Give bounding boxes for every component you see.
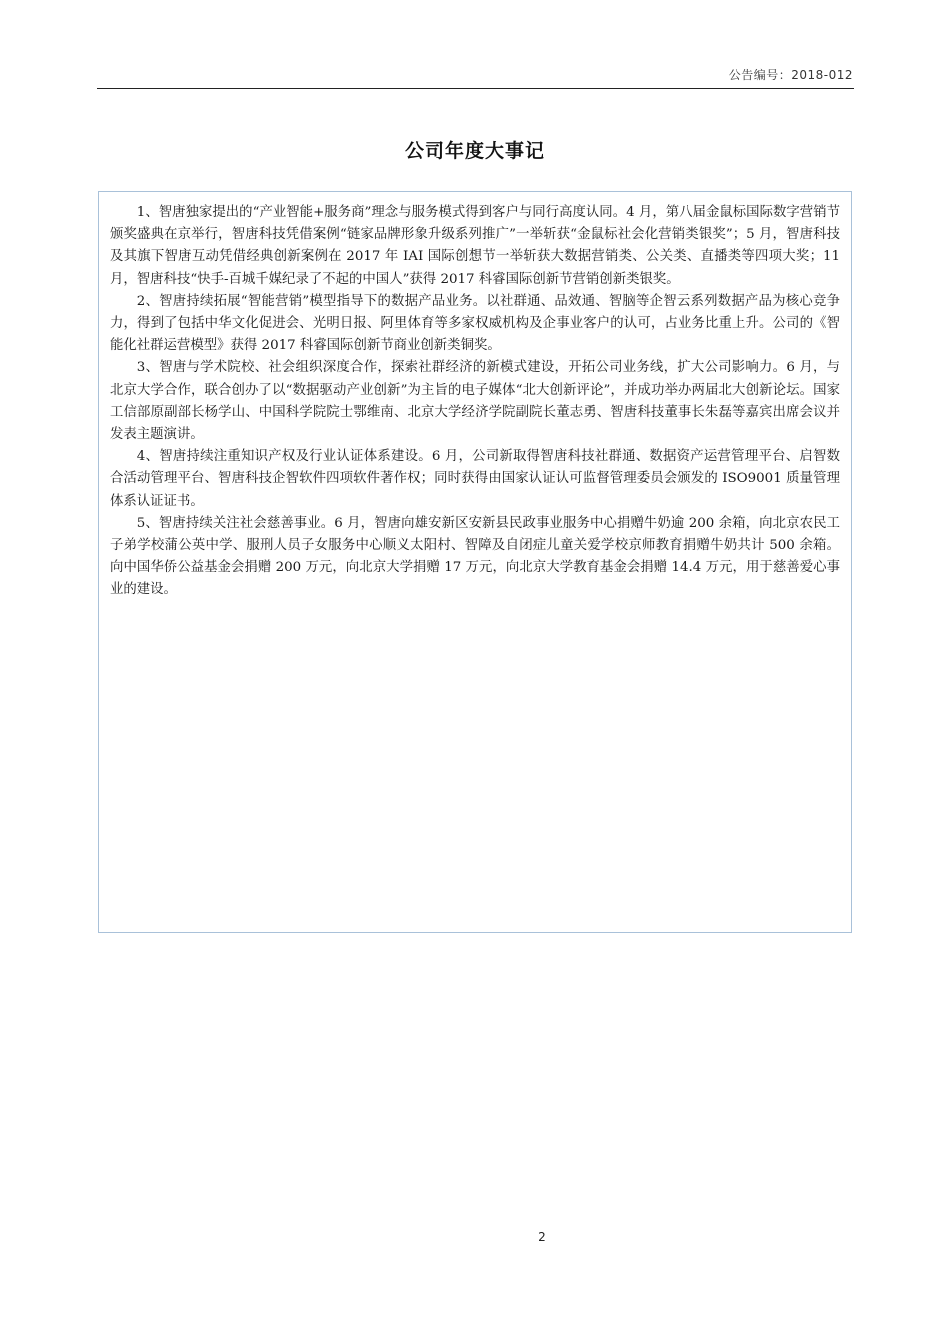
event-paragraph-5: 5、智唐持续关注社会慈善事业。6 月，智唐向雄安新区安新县民政事业服务中心捐赠牛奶逾 200 余箱，向北京农民工子弟学校蒲公英中学、服刑人员子女服务中心顺义太阳村、智障及自闭症儿童关爱学校京师教育捐赠牛奶共计 500 余箱。向中国华侨公益基金会捐赠 200 万元，向北京大学捐赠 17 万元，向北京大学教育基金会捐赠 14.4 万元，用于慈善爱心事业的建设。 bbox=[110, 515, 840, 598]
event-paragraph-2: 2、智唐持续拓展“智能营销”模型指导下的数据产品业务。以社群通、品效通、智脑等企智云系列数据产品为核心竞争力，得到了包括中华文化促进会、光明日报、阿里体育等多家权威机构及企事业客户的认可，占业务比重上升。公司的《智能化社群运营模型》获得 2017 科睿国际创新节商业创新类铜奖。 bbox=[110, 293, 840, 354]
header-divider bbox=[97, 88, 854, 89]
event-paragraph-4: 4、智唐持续注重知识产权及行业认证体系建设。6 月，公司新取得智唐科技社群通、数据资产运营管理平台、启智数合活动管理平台、智唐科技企智软件四项软件著作权；同时获得由国家认证认可监督管理委员会颁发的 ISO9001 质量管理体系认证证书。 bbox=[110, 449, 840, 509]
event-paragraph-1: 1、智唐独家提出的“产业智能+服务商”理念与服务模式得到客户与同行高度认同。4 月，第八届金鼠标国际数字营销节颁奖盛典在京举行，智唐科技凭借案例“链家品牌形象升级系列推广”一举斩获“金鼠标社会化营销类银奖”；5 月，智唐科技及其旗下智唐互动凭借经典创新案例在 2017 年 IAI 国际创想节一举斩获大数据营销类、公关类、直播类等四项大奖；11 月，智唐科技“快手-百城千媒纪录了不起的中国人”获得 2017 科睿国际创新节营销创新类银奖。 bbox=[110, 205, 840, 287]
page-title: 公司年度大事记 bbox=[404, 140, 545, 162]
event-paragraph-3: 3、智唐与学术院校、社会组织深度合作，探索社群经济的新模式建设，开拓公司业务线，扩大公司影响力。6 月，与北京大学合作，联合创办了以“数据驱动产业创新”为主旨的电子媒体“北大创新评论”，并成功举办两届北大创新论坛。国家工信部原副部长杨学山、中国科学院院士鄂维南、北京大学经济学院副院长董志勇、智唐科技董事长朱磊等嘉宾出席会议并发表主题演讲。 bbox=[110, 360, 840, 443]
events-content-box bbox=[98, 191, 852, 933]
announcement-number: 公告编号：2018-012 bbox=[728, 68, 853, 82]
page-number: 2 bbox=[538, 1230, 546, 1244]
